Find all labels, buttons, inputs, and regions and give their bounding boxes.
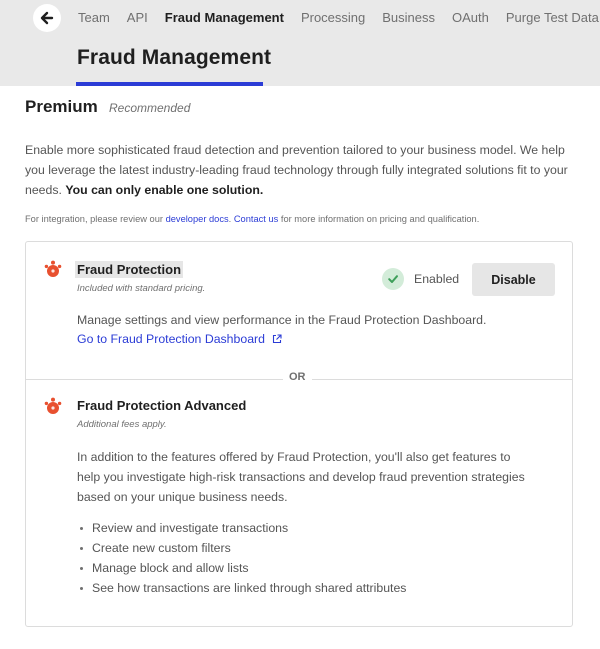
list-item (77, 558, 406, 578)
premium-recommended-label: Recommended (109, 101, 191, 115)
bullet-icon (80, 587, 83, 590)
note-suffix: for more information on pricing and qualification. (280, 214, 480, 224)
fraud-protection-advanced-icon (44, 397, 62, 415)
nav-tab-oauth[interactable]: OAuth (452, 10, 489, 25)
feature-text: Manage block and allow lists (92, 561, 249, 575)
fraud-options-card (25, 241, 573, 627)
bullet-icon (80, 527, 83, 530)
list-item (77, 578, 406, 598)
list-item (77, 538, 406, 558)
dashboard-link[interactable] (77, 332, 282, 346)
nav-tab-purge-test-data[interactable]: Purge Test Data (505, 10, 599, 25)
premium-description-bold: You can only enable one solution. (65, 183, 264, 197)
status-enabled-label: Enabled (414, 272, 460, 286)
check-icon (382, 268, 404, 290)
fraud-protection-pricing: Included with standard pricing. (77, 283, 206, 294)
feature-text: Review and investigate transactions (92, 521, 289, 535)
note-prefix: For integration, please review our (25, 214, 163, 224)
nav-tab-processing[interactable]: Processing (300, 10, 366, 25)
fraud-protection-status (382, 268, 459, 290)
premium-description (25, 140, 580, 200)
or-separator: OR (283, 371, 312, 383)
feature-text: See how transactions are linked through shared attributes (92, 581, 407, 595)
advanced-features-list (77, 518, 406, 598)
note-separator: . (228, 214, 232, 224)
premium-description-text: Enable more sophisticated fraud detection and prevention tailored to your business model. We help you leverage the latest industry-leading fraud technology through fully integrated solutions fit to your needs. (25, 143, 568, 197)
nav-tab-team[interactable]: Team (78, 10, 110, 25)
premium-heading: Premium (25, 97, 98, 116)
fraud-protection-advanced-description: In addition to the features offered by Fraud Protection, you'll also get features to help you investigate high-risk transactions and develop fraud prevention strategies based on your unique business needs. (77, 450, 525, 504)
fraud-protection-advanced-pricing: Additional fees apply. (77, 419, 167, 430)
fraud-protection-title: Fraud Protection (77, 262, 182, 277)
nav-tab-business[interactable]: Business (382, 10, 436, 25)
fraud-protection-description: Manage settings and view performance in the Fraud Protection Dashboard. (77, 313, 487, 327)
external-link-icon (272, 334, 282, 344)
developer-docs-link[interactable]: developer docs (165, 214, 229, 224)
fraud-protection-icon (44, 260, 62, 278)
nav-tab-api[interactable]: API (126, 10, 148, 25)
list-item (77, 518, 406, 538)
bullet-icon (80, 547, 83, 550)
fraud-protection-advanced-title: Fraud Protection Advanced (77, 398, 247, 413)
nav-tab-fraud-management[interactable]: Fraud Management (164, 10, 284, 25)
arrow-left-icon (39, 10, 55, 26)
top-header (0, 0, 600, 86)
dashboard-link-label[interactable]: Go to Fraud Protection Dashboard (77, 332, 265, 346)
active-tab-underline (76, 82, 263, 86)
bullet-icon (80, 567, 83, 570)
integration-note (25, 214, 479, 224)
contact-us-link[interactable]: Contact us (233, 214, 279, 224)
disable-button[interactable]: Disable (472, 263, 555, 296)
page-title: Fraud Management (77, 46, 272, 69)
settings-nav (78, 10, 600, 25)
feature-text: Create new custom filters (92, 541, 231, 555)
back-button[interactable] (33, 4, 61, 32)
